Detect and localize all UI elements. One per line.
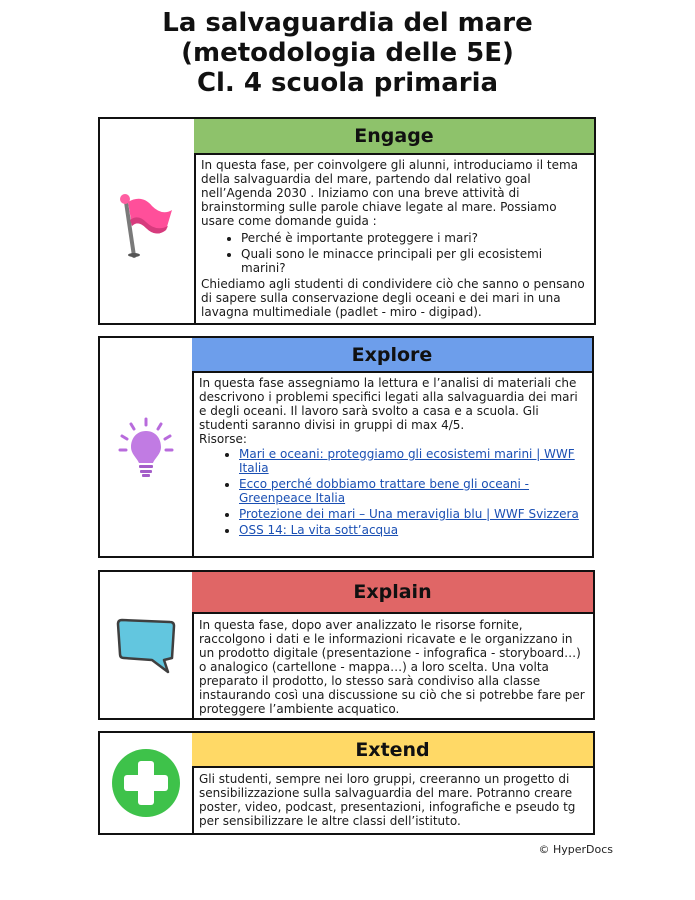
list-item <box>239 523 584 537</box>
engage-icon-cell <box>100 119 196 323</box>
title-line-2: (metodologia delle 5E) <box>181 38 514 68</box>
engage-section <box>98 117 596 325</box>
extend-section <box>98 731 595 835</box>
flag-icon <box>112 184 182 258</box>
explain-icon-cell <box>100 572 194 718</box>
extend-icon-cell <box>100 733 194 833</box>
copyright-notice: © HyperDocs <box>538 843 613 856</box>
list-item: • Quali sono le minacce principali per gli ecosistemi marini? <box>241 247 586 275</box>
extend-text: Gli studenti, sempre nei loro gruppi, creeranno un progetto di sensibilizzazione sulla salvaguardia del mare. Potranno creare poster, video, podcast, presentazioni, infografiche e pseudo tg per sensibilizzare le altre classi dell’istituto. <box>199 772 576 828</box>
explain-header <box>192 572 593 614</box>
lightbulb-icon <box>116 416 176 478</box>
list-item <box>239 507 584 521</box>
resource-link-greenpeace[interactable]: Ecco perché dobbiamo trattare bene gli oceani - Greenpeace Italia <box>239 477 530 505</box>
title-line-3: Cl. 4 scuola primaria <box>196 68 499 98</box>
extend-heading: Extend <box>355 738 430 761</box>
engage-body <box>194 155 594 323</box>
explain-section <box>98 570 595 720</box>
extend-body <box>192 768 593 833</box>
list-item <box>239 447 584 475</box>
title-line-1: La salvaguardia del mare <box>162 8 533 38</box>
resource-link-oss14[interactable]: OSS 14: La vita sott’acqua <box>239 523 399 537</box>
explore-body <box>192 373 592 556</box>
explore-section <box>98 336 594 558</box>
list-item: • Perché è importante proteggere i mari? <box>241 231 586 245</box>
resource-link-wwf-svizzera[interactable]: Protezione dei mari – Una meraviglia blu | WWF Svizzera <box>239 507 579 521</box>
resource-link-list <box>199 447 584 537</box>
resource-link-wwf-italia[interactable]: Mari e oceani: proteggiamo gli ecosistemi marini | WWF Italia <box>239 447 575 475</box>
resources-label: Risorse: <box>199 432 247 446</box>
explore-icon-cell <box>100 338 194 556</box>
explain-text: In questa fase, dopo aver analizzato le risorse fornite, raccolgono i dati e le informazioni ricavate e le organizzano in un prodotto digitale (presentazione - infografica - storyboard…) o analogico (cartellone - mappa…) a loro scelta. Una volta preparato il prodotto, lo stesso sarà condiviso alla classe instaurando così una discussione su ciò che si potrebbe fare per proteggere l’ambiente acquatico. <box>199 618 585 716</box>
engage-heading: Engage <box>354 125 434 147</box>
explore-intro: In questa fase assegniamo la lettura e l’analisi di materiali che descrivono i problemi specifici legati alla salvaguardia dei mari e degli oceani. Il lavoro sarà svolto a casa e a scuola. Gli studenti saranno divisi in gruppi di max 4/5. <box>199 376 578 432</box>
engage-intro: In questa fase, per coinvolgere gli alunni, introduciamo il tema della salvaguardia del mare, partendo dal relativo goal nell’Agenda 2030 . Iniziamo con una breve attività di brainstorming sulle parole chiave legate al mare. Possiamo usare come domande guida : <box>201 158 578 228</box>
speech-bubble-icon <box>114 614 178 676</box>
page-title <box>0 8 695 98</box>
explain-body <box>192 614 593 718</box>
engage-header <box>194 119 594 155</box>
explain-heading: Explain <box>353 581 432 603</box>
explore-heading: Explore <box>351 343 433 366</box>
engage-question-list <box>201 231 586 275</box>
extend-header <box>192 733 593 768</box>
engage-outro: Chiediamo agli studenti di condividere ciò che sanno o pensano di sapere sulla conservazione degli oceani e dei mari in una lavagna multimediale (padlet - miro - digipad). <box>201 277 585 319</box>
list-item <box>239 477 584 505</box>
plus-circle-icon <box>110 747 182 819</box>
explore-header <box>192 338 592 373</box>
